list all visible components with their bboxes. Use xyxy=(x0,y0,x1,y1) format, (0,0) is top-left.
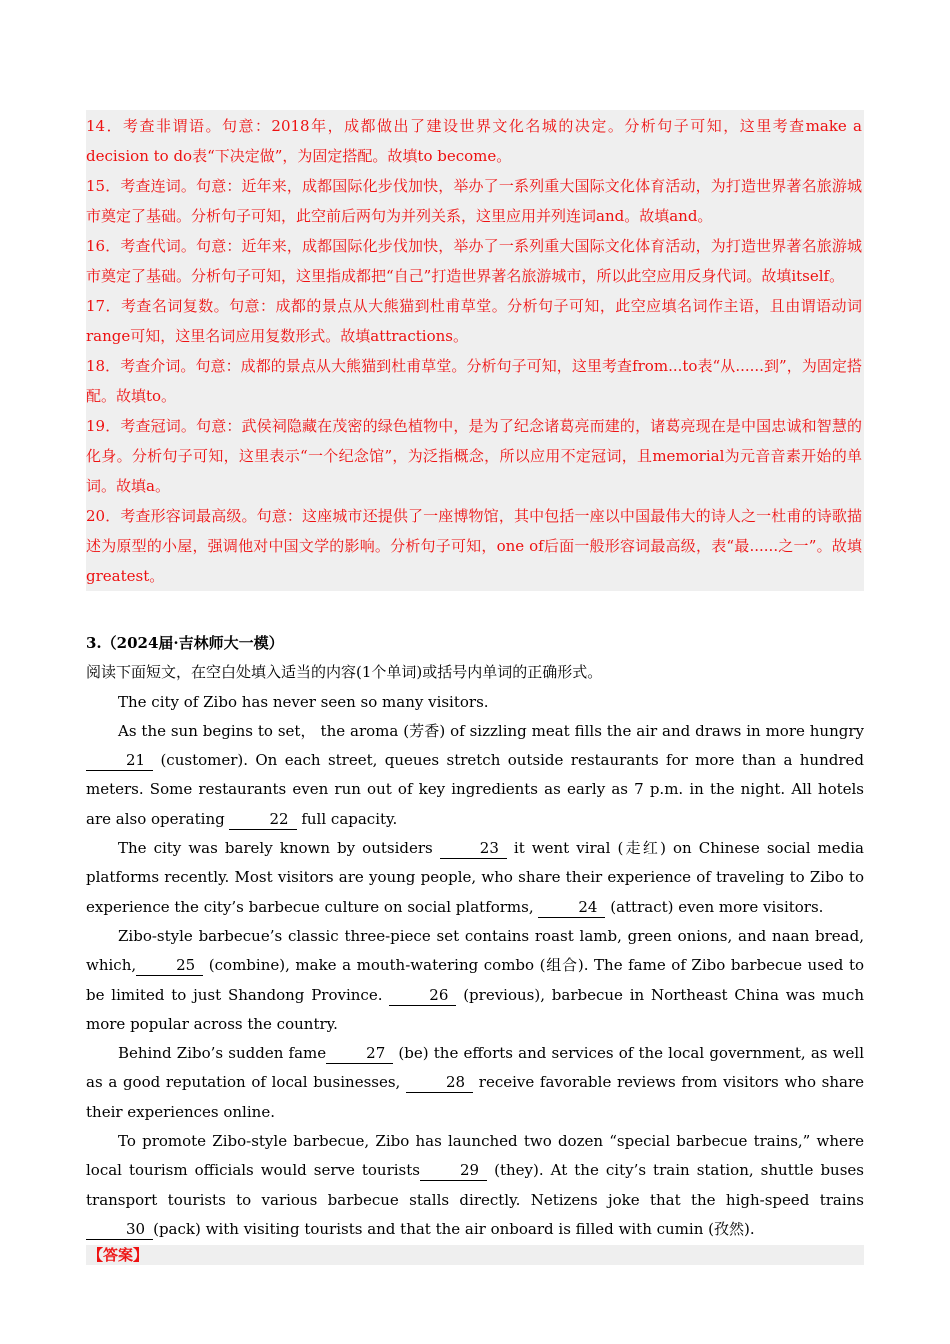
text-span: Behind Zibo’s sudden fame xyxy=(118,1044,327,1063)
blank-29: 29 xyxy=(420,1161,487,1181)
question-title: 3.（2024届·吉林师大一模） xyxy=(86,634,284,652)
explanation-16: 16．考查代词。句意：近年来，成都国际化步伐加快，举办了一系列重大国际文化体育活动，为打造世界著名旅游城市奠定了基础。分析句子可知，这里指成都把“自己”打造世界著名旅游城市，所以此空应用反身代词。故填itself。 xyxy=(86,237,862,285)
blank-24: 24 xyxy=(538,898,605,918)
blank-26: 26 xyxy=(389,986,456,1006)
text-span: Zibo-style barbecue’s classic three-piece set contains roast lamb, green onions, and naan bread, which, xyxy=(86,926,864,975)
passage-paragraph-6 xyxy=(86,1127,864,1244)
blank-28: 28 xyxy=(406,1073,473,1093)
text-span: receive favorable reviews from visitors who share their experiences online. xyxy=(86,1073,864,1121)
blank-22: 22 xyxy=(229,810,296,830)
passage-paragraph-5 xyxy=(86,1039,864,1127)
blank-30: 30 xyxy=(86,1220,153,1240)
text-span: it went viral (走红) on Chinese social media platforms recently. Most visitors are young people, who share their experience of traveling to Zibo to experience the city’s barbecue culture on social platforms, xyxy=(86,839,864,916)
answer-label: 【答案】 xyxy=(86,1245,864,1265)
text-span: (attract) even more visitors. xyxy=(605,897,824,916)
text-span: (pack) with visiting tourists and that the air onboard is filled with cumin (孜然). xyxy=(153,1219,755,1238)
passage-paragraph-3 xyxy=(86,834,864,922)
question-instruction: 阅读下面短文，在空白处填入适当的内容(1个单词)或括号内单词的正确形式。 xyxy=(86,663,603,682)
passage-paragraph-1: The city of Zibo has never seen so many visitors. xyxy=(118,692,489,711)
blank-23: 23 xyxy=(440,839,507,859)
text-span: (previous), barbecue in Northeast China was much more popular across the country. xyxy=(86,985,864,1033)
document-page xyxy=(86,110,864,1265)
explanation-14: 14．考查非谓语。句意：2018年，成都做出了建设世界文化名城的决定。分析句子可知，这里考查make a decision to do表“下决定做”，为固定搭配。故填to become。 xyxy=(86,117,862,165)
blank-21: 21 xyxy=(86,751,153,771)
passage-paragraph-2 xyxy=(86,717,864,834)
question-3 xyxy=(86,629,864,1244)
explanation-15: 15．考查连词。句意：近年来，成都国际化步伐加快，举办了一系列重大国际文化体育活动，为打造世界著名旅游城市奠定了基础。分析句子可知，此空前后两句为并列关系，这里应用并列连词and。故填and。 xyxy=(86,177,862,225)
text-span: To promote Zibo-style barbecue, Zibo has launched two dozen “special barbecue trains,” where local tourism officials would serve tourists xyxy=(86,1132,864,1180)
text-span: (they). At the city’s train station, shuttle buses transport tourists to various barbecue stalls directly. Netizens joke that the high-speed trains xyxy=(86,1161,864,1209)
explanation-17: 17．考查名词复数。句意：成都的景点从大熊猫到杜甫草堂。分析句子可知，此空应填名词作主语，且由谓语动词range可知，这里名词应用复数形式。故填attractions。 xyxy=(86,297,862,345)
passage-paragraph-4 xyxy=(86,922,864,1039)
text-span: The city was barely known by outsiders xyxy=(118,839,440,858)
blank-27: 27 xyxy=(326,1044,393,1064)
explanation-20: 20．考查形容词最高级。句意：这座城市还提供了一座博物馆，其中包括一座以中国最伟大的诗人之一杜甫的诗歌描述为原型的小屋，强调他对中国文学的影响。分析句子可知，one of后面一般形容词最高级，表“最......之一”。故填greatest。 xyxy=(86,507,862,585)
answer-explanations xyxy=(86,110,864,591)
blank-25: 25 xyxy=(136,956,203,976)
text-span: (combine), make a mouth-watering combo (组合). The fame of Zibo barbecue used to be limited to just Shandong Province. xyxy=(86,956,864,1004)
text-span: (customer). On each street, queues stretch outside restaurants for more than a hundred meters. Some restaurants even run out of key ingredients as early as 7 p.m. in the night. All hotels are also operating xyxy=(86,751,864,828)
text-span: (be) the efforts and services of the local government, as well as a good reputation of local businesses, xyxy=(86,1044,864,1092)
explanation-18: 18．考查介词。句意：成都的景点从大熊猫到杜甫草堂。分析句子可知，这里考查from...to表“从......到”，为固定搭配。故填to。 xyxy=(86,357,862,405)
text-span: full capacity. xyxy=(296,809,398,828)
text-span: As the sun begins to set， the aroma (芳香) of sizzling meat fills the air and draws in more hungry xyxy=(118,721,864,740)
explanation-19: 19．考查冠词。句意：武侯祠隐藏在茂密的绿色植物中，是为了纪念诸葛亮而建的，诸葛亮现在是中国忠诚和智慧的化身。分析句子可知，这里表示“一个纪念馆”，为泛指概念，所以应用不定冠词，且memorial为元音音素开始的单词。故填a。 xyxy=(86,417,862,495)
